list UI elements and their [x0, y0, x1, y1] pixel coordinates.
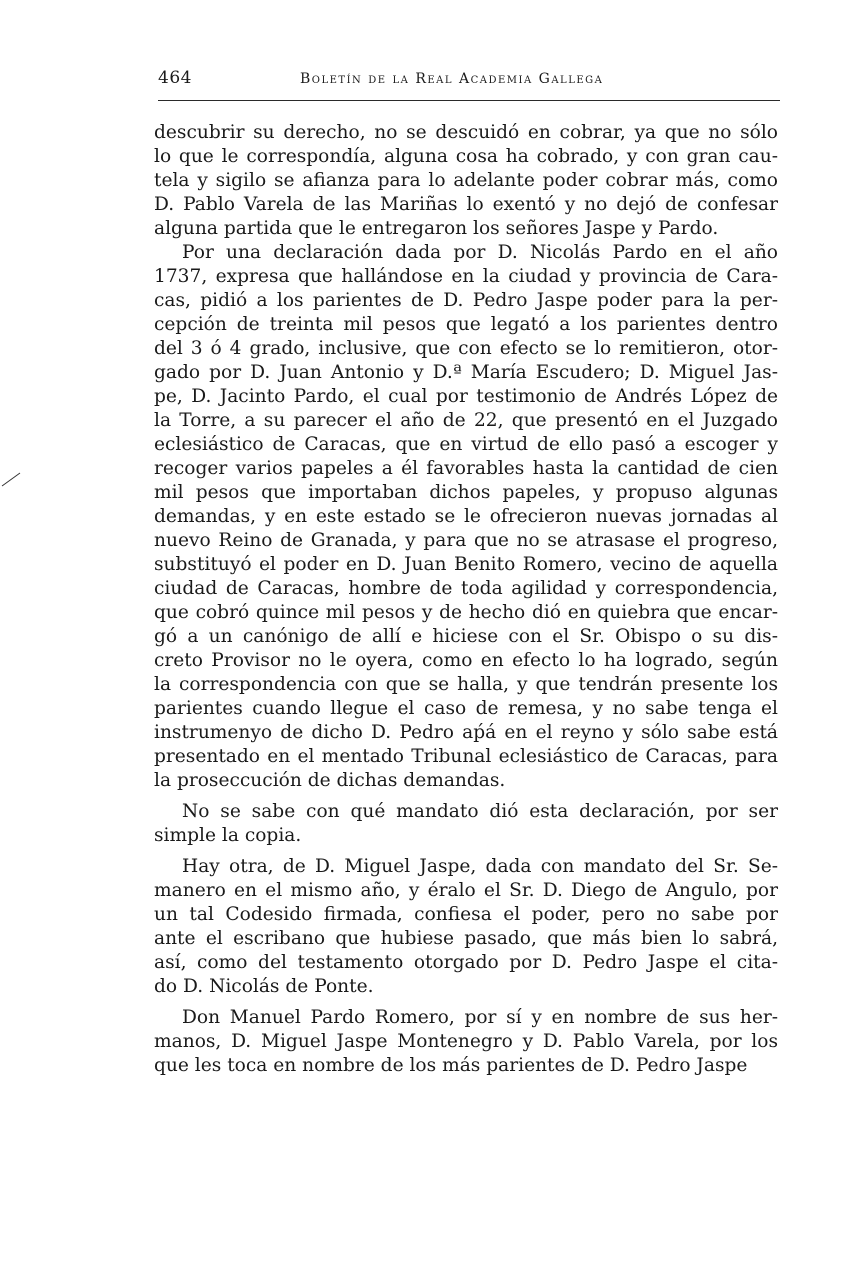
- text-line: lo que le correspondía, alguna cosa ha cobrado, y con gran cau-: [154, 146, 778, 167]
- paragraph: [154, 1006, 778, 1078]
- text-line: nuevo Reino de Granada, y para que no se atrasase el progreso,: [154, 530, 778, 551]
- text-line: la Torre, a su parecer el año de 22, que presentó en el Juzgado: [154, 410, 778, 431]
- text-line: la correspondencia con que se halla, y que tendrán presente los: [154, 674, 778, 695]
- text-line: instrumenyo de dicho D. Pedro aṕá en el reyno y sólo sabe está: [154, 722, 778, 743]
- paragraph-gap: [154, 793, 778, 800]
- paragraph: [154, 855, 778, 999]
- text-line: descubrir su derecho, no se descuidó en cobrar, ya que no sólo: [154, 122, 778, 143]
- text-line: manero en el mismo año, y éralo el Sr. D. Diego de Angulo, por: [154, 880, 778, 901]
- text-line: la proseccución de dichas demandas.: [154, 770, 506, 791]
- text-line: Por una declaración dada por D. Nicolás Pardo en el año: [182, 242, 778, 263]
- text-line: tela y sigilo se afianza para lo adelante poder cobrar más, como: [154, 170, 778, 191]
- text-line: recoger varios papeles a él favorables hasta la cantidad de cien: [154, 458, 778, 479]
- text-line: que cobró quince mil pesos y de hecho dió en quiebra que encar-: [154, 602, 778, 623]
- margin-stroke-mark: [0, 470, 22, 488]
- page-number: 464: [158, 68, 192, 88]
- text-line: D. Pablo Varela de las Mariñas lo exentó y no dejó de confesar: [154, 194, 778, 215]
- paragraph: [154, 800, 778, 848]
- text-line: gó a un canónigo de allí e hiciese con el Sr. Obispo o su dis-: [154, 626, 778, 647]
- paragraph-gap: [154, 848, 778, 855]
- text-line: un tal Codesido firmada, confiesa el poder, pero no sabe por: [154, 904, 778, 925]
- text-line: gado por D. Juan Antonio y D.ª María Escudero; D. Miguel Jas-: [154, 362, 778, 383]
- text-line: alguna partida que le entregaron los señores Jaspe y Pardo.: [154, 218, 719, 239]
- paragraph: [154, 121, 778, 241]
- text-line: ante el escribano que hubiese pasado, que más bien lo sabrá,: [154, 928, 778, 949]
- text-line: 1737, expresa que hallándose en la ciudad y provincia de Cara-: [154, 266, 778, 287]
- paragraph-gap: [154, 999, 778, 1006]
- text-line: que les toca en nombre de los más parientes de D. Pedro Jaspe: [154, 1055, 748, 1076]
- text-line: Hay otra, de D. Miguel Jaspe, dada con mandato del Sr. Se-: [182, 856, 778, 877]
- text-line: creto Provisor no le oyera, como en efecto lo ha logrado, según: [154, 650, 778, 671]
- text-line: do D. Nicolás de Ponte.: [154, 976, 374, 997]
- text-line: No se sabe con qué mandato dió esta declaración, por ser: [182, 801, 778, 822]
- text-line: parientes cuando llegue el caso de remesa, y no sabe tenga el: [154, 698, 778, 719]
- text-line: mil pesos que importaban dichos papeles, y propuso algunas: [154, 482, 778, 503]
- text-line: pe, D. Jacinto Pardo, el cual por testimonio de Andrés López de: [154, 386, 778, 407]
- text-line: Don Manuel Pardo Romero, por sí y en nombre de sus her-: [182, 1007, 778, 1028]
- text-line: eclesiástico de Caracas, que en virtud de ello pasó a escoger y: [154, 434, 778, 455]
- text-line: demandas, y en este estado se le ofrecieron nuevas jornadas al: [154, 506, 778, 527]
- text-line: simple la copia.: [154, 825, 302, 846]
- text-line: substituyó el poder en D. Juan Benito Romero, vecino de aquella: [154, 554, 778, 575]
- text-line: cepción de treinta mil pesos que legató a los parientes dentro: [154, 314, 778, 335]
- text-line: cas, pidió a los parientes de D. Pedro Jaspe poder para la per-: [154, 290, 778, 311]
- body-text: [154, 121, 778, 1078]
- text-line: manos, D. Miguel Jaspe Montenegro y D. Pablo Varela, por los: [154, 1031, 778, 1052]
- running-header: [158, 68, 778, 98]
- header-rule: [158, 100, 780, 101]
- text-line: así, como del testamento otorgado por D. Pedro Jaspe el cita-: [154, 952, 778, 973]
- journal-title: Boletín de la Real Academia Gallega: [300, 71, 604, 87]
- paragraph: [154, 241, 778, 793]
- text-line: ciudad de Caracas, hombre de toda agilidad y correspondencia,: [154, 578, 778, 599]
- text-line: presentado en el mentado Tribunal eclesiástico de Caracas, para: [154, 746, 778, 767]
- text-line: del 3 ó 4 grado, inclusive, que con efecto se lo remitieron, otor-: [154, 338, 778, 359]
